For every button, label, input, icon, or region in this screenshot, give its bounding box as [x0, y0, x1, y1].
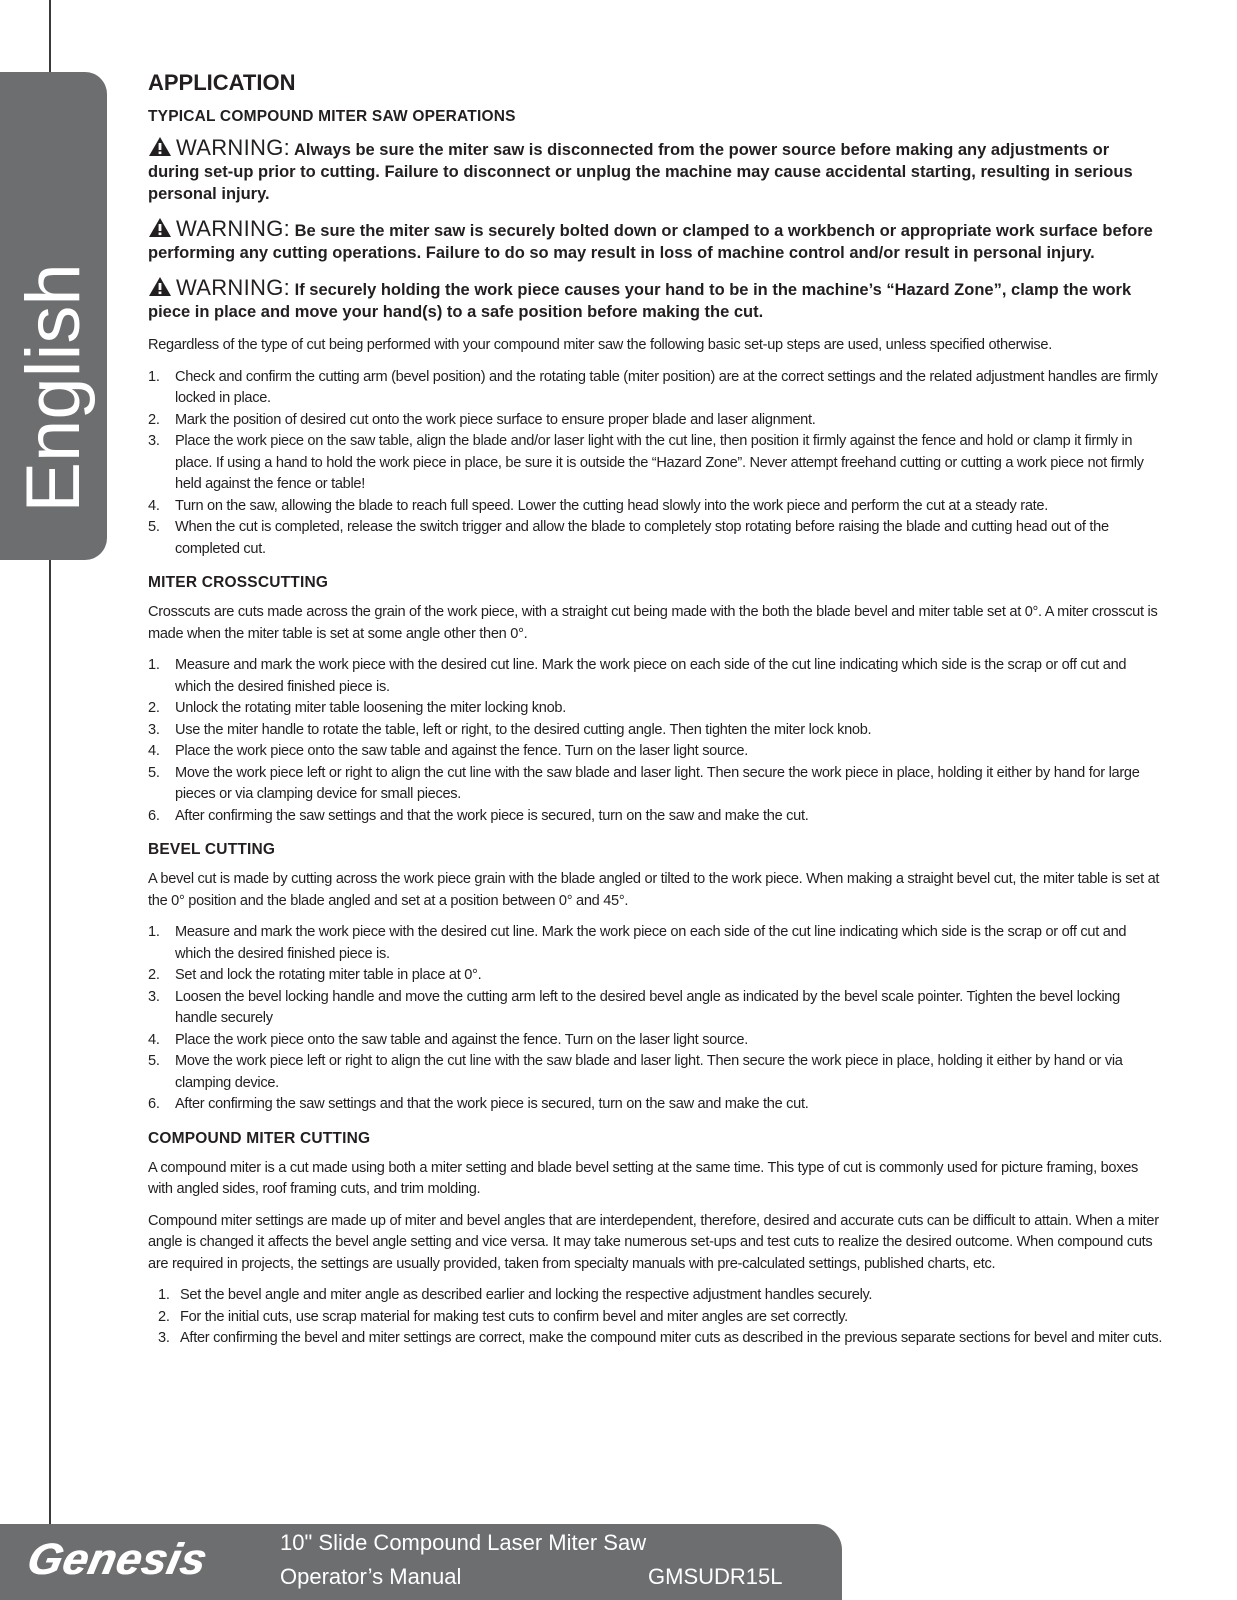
footer-model-number: GMSUDR15L	[648, 1564, 783, 1589]
warning-label: WARNING:	[176, 135, 291, 160]
list-item	[148, 431, 1164, 496]
warning-text: If securely holding the work piece causes your hand to be in the machine’s “Hazard Zone”, clamp the work piece in place and move your hand(s) to a safe position before making the cut.	[148, 281, 1132, 321]
warning-block	[148, 217, 1164, 264]
page-footer	[0, 1524, 842, 1600]
warning-triangle-icon	[148, 276, 172, 297]
list-item-text: Mark the position of desired cut onto the work piece surface to ensure proper blade and laser alignment.	[175, 411, 816, 428]
warning-block	[148, 276, 1164, 323]
list-item-number: 6.	[148, 807, 160, 824]
warnings-list	[148, 136, 1164, 323]
section-title-compound: COMPOUND MITER CUTTING	[148, 1129, 371, 1147]
list-item-number: 3.	[158, 1330, 170, 1346]
list-item-text: For the initial cuts, use scrap material for making test cuts to confirm bevel and miter angles are set correctly.	[180, 1308, 848, 1325]
list-item-number: 4.	[148, 1031, 160, 1048]
list-item-text: Use the miter handle to rotate the table, left or right, to the desired cutting angle. Then tighten the miter lock knob.	[175, 721, 872, 738]
list-item-number: 3.	[148, 988, 160, 1005]
list-item-text: After confirming the saw settings and that the work piece is secured, turn on the saw and make the cut.	[175, 1096, 809, 1112]
footer-manual-label: Operator’s Manual	[280, 1564, 462, 1589]
list-item	[148, 698, 1164, 720]
list-item	[148, 1094, 1164, 1116]
list-item-number: 3.	[148, 721, 160, 738]
list-item-number: 6.	[148, 1096, 160, 1112]
compound-intro-2: Compound miter settings are made up of miter and bevel angles that are interdependent, therefore, desired and accurate cuts can be difficult to attain. When a miter angle is changed it affects the bevel angle setting and vice versa. It may take numerous set-ups and test cuts to realize the desired outcome. When compound cuts are required in projects, the settings are usually provided, taken from specialty manuals with pre-calculated settings, published charts, etc.	[148, 1212, 1159, 1272]
list-item	[148, 1307, 1164, 1329]
warning-block	[148, 136, 1164, 205]
bevel-intro: A bevel cut is made by cutting across the work piece grain with the blade angled or tilted to the work piece. When making a straight bevel cut, the miter table is set at the 0° position and the blade angled and set at a position between 0° and 45°.	[148, 871, 1160, 909]
list-item	[148, 741, 1164, 763]
list-item-text: Measure and mark the work piece with the desired cut line. Mark the work piece on each side of the cut line indicating which side is the scrap or off cut and which the desired finished piece is.	[175, 924, 1127, 962]
list-item-number: 4.	[148, 743, 160, 759]
list-item-number: 2.	[148, 967, 160, 983]
list-item-text: After confirming the saw settings and that the work piece is secured, turn on the saw and make the cut.	[175, 807, 809, 824]
list-item-number: 4.	[148, 497, 160, 514]
list-item	[148, 496, 1164, 518]
list-item-number: 3.	[148, 433, 160, 449]
section-title-typical: TYPICAL COMPOUND MITER SAW OPERATIONS	[148, 108, 516, 125]
list-item	[148, 806, 1164, 828]
list-item-text: Turn on the saw, allowing the blade to reach full speed. Lower the cutting head slowly into the work piece and perform the cut at a steady rate.	[175, 497, 1048, 514]
warning-text: Be sure the miter saw is securely bolted down or clamped to a workbench or appropriate work surface before performing any cutting operations. Failure to do so may result in loss of machine control and/or result in personal injury.	[148, 222, 1153, 262]
list-item-text: Set and lock the rotating miter table in place at 0°.	[175, 967, 482, 983]
list-item	[148, 720, 1164, 742]
brand-logo: Genesis	[22, 1535, 212, 1584]
warning-triangle-icon	[148, 217, 172, 238]
list-item	[148, 1285, 1164, 1307]
footer-product-title: 10" Slide Compound Laser Miter Saw	[280, 1530, 647, 1555]
list-item-text: Unlock the rotating miter table loosening the miter locking knob.	[175, 700, 566, 716]
list-item-number: 5.	[148, 1053, 160, 1069]
typical-steps	[148, 367, 1164, 561]
list-item-text: Move the work piece left or right to align the cut line with the saw blade and laser light. Then secure the work piece in place, holding it either by hand or via clamping device.	[175, 1053, 1123, 1091]
list-item-text: Move the work piece left or right to align the cut line with the saw blade and laser light. Then secure the work piece in place, holding it either by hand for large pieces or via clamping device for small pieces.	[175, 764, 1140, 802]
list-item-text: Loosen the bevel locking handle and move the cutting arm left to the desired bevel angle as indicated by the bevel scale pointer. Tighten the bevel locking handle securely	[175, 988, 1120, 1026]
list-item	[148, 1051, 1164, 1094]
page-content	[148, 70, 1164, 1354]
compound-steps	[148, 1285, 1164, 1350]
list-item	[148, 922, 1164, 965]
list-item-number: 1.	[148, 657, 160, 673]
list-item-text: Place the work piece on the saw table, align the blade and/or laser light with the cut line, then position it firmly against the fence and hold or clamp it firmly in place. If using a hand to hold the work piece in place, be sure it is outside the “Hazard Zone”. Never attempt freehand cutting or cutting a work piece not firmly held against the fence or table!	[175, 433, 1144, 492]
warning-label: WARNING:	[176, 275, 291, 300]
list-item	[148, 1328, 1164, 1350]
list-item	[148, 410, 1164, 432]
typical-intro: Regardless of the type of cut being performed with your compound miter saw the following basic set-up steps are used, unless specified otherwise.	[148, 337, 1052, 353]
list-item-number: 1.	[158, 1287, 170, 1303]
list-item-number: 1.	[148, 924, 160, 940]
list-item	[148, 517, 1164, 560]
warning-triangle-icon	[148, 136, 172, 157]
bevel-steps	[148, 922, 1164, 1116]
list-item	[148, 367, 1164, 410]
section-title-miter: MITER CROSSCUTTING	[148, 574, 329, 591]
list-item-number: 1.	[148, 368, 160, 385]
miter-intro: Crosscuts are cuts made across the grain of the work piece, with a straight cut being made with the both the blade bevel and miter table set at 0°. A miter crosscut is made when the miter table is set at some angle other then 0°.	[148, 604, 1158, 642]
list-item-number: 2.	[148, 700, 160, 716]
list-item-text: Set the bevel angle and miter angle as described earlier and locking the respective adjustment handles securely.	[180, 1287, 873, 1303]
compound-intro-1: A compound miter is a cut made using both a miter setting and blade bevel setting at the same time. This type of cut is commonly used for picture framing, boxes with angled sides, roof framing cuts, and trim molding.	[148, 1159, 1139, 1197]
list-item	[148, 987, 1164, 1030]
list-item-number: 2.	[158, 1308, 170, 1325]
language-tab	[0, 72, 107, 560]
list-item-text: Measure and mark the work piece with the desired cut line. Mark the work piece on each side of the cut line indicating which side is the scrap or off cut and which the desired finished piece is.	[175, 657, 1127, 695]
list-item	[148, 1030, 1164, 1052]
list-item-text: After confirming the bevel and miter settings are correct, make the compound miter cuts as described in the previous separate sections for bevel and miter cuts.	[180, 1330, 1163, 1346]
section-title-bevel: BEVEL CUTTING	[148, 841, 276, 858]
list-item-text: Place the work piece onto the saw table and against the fence. Turn on the laser light source.	[175, 1031, 748, 1048]
language-tab-label: English	[11, 263, 96, 513]
list-item-text: When the cut is completed, release the switch trigger and allow the blade to completely stop rotating before raising the blade and cutting head out of the completed cut.	[175, 519, 1109, 557]
list-item-number: 5.	[148, 519, 160, 535]
page-heading: APPLICATION	[148, 70, 296, 95]
list-item	[148, 763, 1164, 806]
list-item-text: Check and confirm the cutting arm (bevel position) and the rotating table (miter position) are at the correct settings and the related adjustment handles are firmly locked in place.	[175, 368, 1158, 406]
list-item	[148, 655, 1164, 698]
warning-text: Always be sure the miter saw is disconnected from the power source before making any adjustments or during set-up prior to cutting. Failure to disconnect or unplug the machine may cause accidental starting, resulting in serious personal injury.	[148, 141, 1133, 203]
miter-steps	[148, 655, 1164, 827]
list-item-number: 2.	[148, 411, 160, 428]
warning-label: WARNING:	[176, 216, 291, 241]
list-item	[148, 965, 1164, 987]
list-item-number: 5.	[148, 764, 160, 781]
list-item-text: Place the work piece onto the saw table and against the fence. Turn on the laser light source.	[175, 743, 748, 759]
